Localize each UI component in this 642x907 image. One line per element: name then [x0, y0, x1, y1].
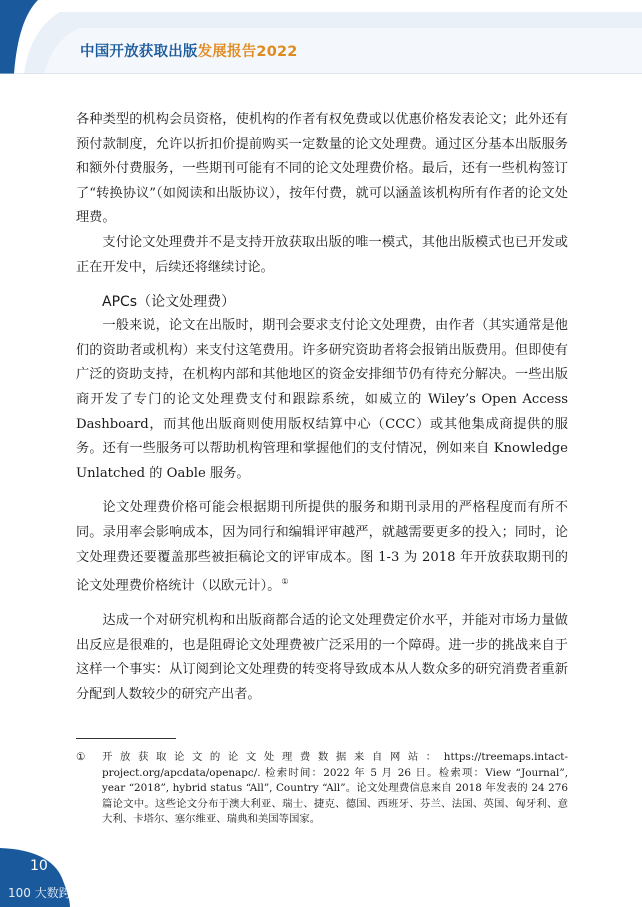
paragraph: 支付论文处理费并不是支持开放获取出版的唯一模式，其他出版模式也已开发或正在开发中，后续还将继续讨论。 [76, 234, 568, 275]
paragraph [76, 496, 568, 599]
header-title [80, 40, 298, 61]
page-number: 10 [30, 858, 48, 874]
footnote-number: ① [76, 751, 86, 763]
paragraph: 各种类型的机构会员资格，使机构的作者有权免费或以优惠价格发表论文；此外还有预付款制度，允许以折扣价提前购买一定数量的论文处理费。通过区分基本出版服务和额外付费服务，一些期刊可能有不同的论文处理费价格。最后，还有一些机构签订了“转换协议”（如阅读和出版协议），按年付费，就可以涵盖该机构所有作者的论文处理费。 [76, 112, 568, 226]
footnote-divider [76, 738, 176, 739]
paragraph-text: 论文处理费价格可能会根据期刊所提供的服务和期刊录用的严格程度而有所不同。录用率会影响成本，因为同行和编辑评审越严，就越需要更多的投入；同时，论文处理费还要覆盖那些被拒稿论文的评审成本。图 1-3 为 2018 年开放获取期刊的论文处理费价格统计（以欧元计）。 [76, 500, 568, 594]
header-title-year: 发展报告2022 [197, 44, 298, 60]
footnote-marker: ① [281, 577, 289, 587]
section-heading: APCs（论文处理费） [102, 294, 236, 311]
footnote [76, 750, 568, 828]
footnote-text: 开放获取论文的论文处理费数据来自网站：https://treemaps.intact-project.org/apcdata/openapc/. 检索时间：2022 年 5 月 26 日。检索项：View “Journal”, year “2018”, hybrid status “All”, Country “All”。论文处理费信息来自 2018 年发表的 24 276 篇论文中。这些论文分布于澳大利亚、瑞士、捷克、德国、西班牙、芬兰、法国、英国、匈牙利、意大利、卡塔尔、塞尔维亚、瑞典和美国等国家。 [102, 751, 568, 826]
header-banner [0, 0, 642, 74]
watermark: 100 大数跨境 [8, 886, 83, 900]
paragraph: 达成一个对研究机构和出版商都合适的论文处理费定价水平，并能对市场力量做出反应是很难的，也是阻碍论文处理费被广泛采用的一个障碍。进一步的挑战来自于这样一个事实：从订阅到论文处理费的转变将导致成本从人数众多的研究消费者重新分配到人数较少的研究产出者。 [76, 613, 568, 702]
main-content [76, 108, 568, 707]
header-title-main: 中国开放获取出版 [80, 44, 198, 60]
paragraph: 一般来说，论文在出版时，期刊会要求支付论文处理费，由作者（其实通常是他们的资助者或机构）来支付这笔费用。许多研究资助者将会报销出版费用。但即使有广泛的资助支持，在机构内部和其他地区的资金安排细节仍有待充分解决。一些出版商开发了专门的论文处理费支付和跟踪系统，如威立的 Wiley’s Open Access Dashboard，而其他出版商则使用版权结算中心（CCC）或其他集成商提供的服务。还有一些服务可以帮助机构管理和掌握他们的支付情况，例如来自 Knowledge Unlatched 的 Oable 服务。 [76, 318, 568, 481]
